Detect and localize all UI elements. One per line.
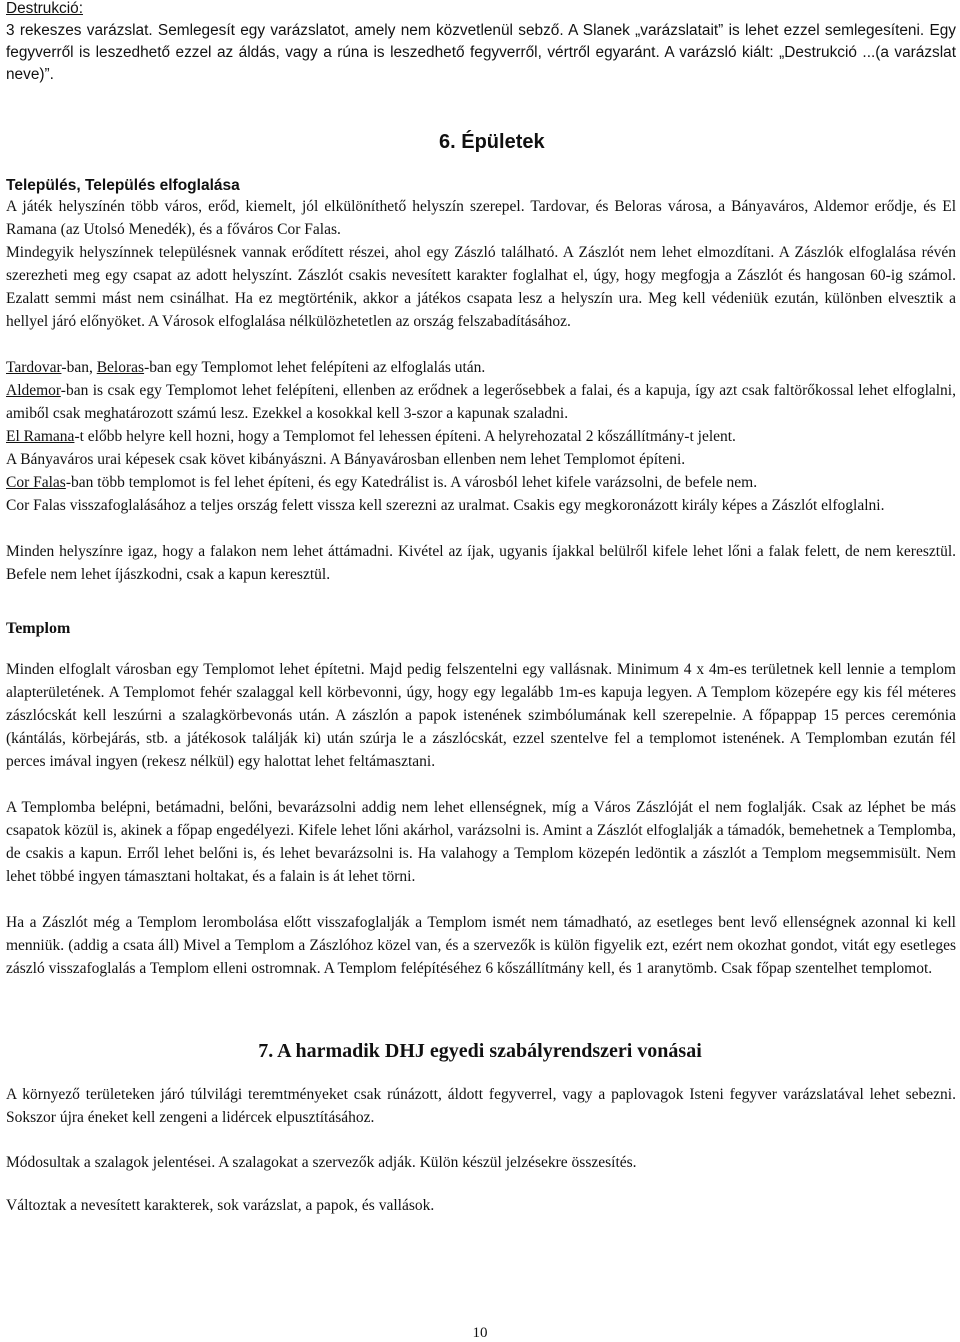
- aldemor-link[interactable]: Aldemor: [6, 382, 61, 399]
- destrukcio-title: Destrukció:: [6, 0, 83, 17]
- tardovar-text-1: -ban,: [61, 359, 97, 376]
- destrukcio-section: [6, 0, 956, 86]
- elramana-text: -t előbb helyre kell hozni, hogy a Templomot fel lehessen építeni. A helyrehozatal 2 kőszállítmány-t jelent.: [74, 428, 736, 445]
- corfalas-2-paragraph: Cor Falas visszafoglalásához a teljes ország felett vissza kell szerezni az uralmat. Csakis egy megkoronázott király képes a Zászlót elfoglalni.: [6, 497, 885, 514]
- section-6-heading: 6. Épületek: [439, 131, 545, 153]
- templom-title: Templom: [6, 620, 71, 637]
- templom-paragraph-3: Ha a Zászlót még a Templom lerombolása előtt visszafoglalják a Templom ismét nem támadható, az esetleges bent levő ellenségnek azonnal ki kell menniük. (addig a csata áll) Mivel a Templom a Zászlóhoz közel van, és a szervezők is külön figyelik ezt, ezért nem okozhat gondot, vitát egy esetleges zászló visszafoglalás a Templom elleni ostromnak. A Templom felépítéséhez 6 kőszállítmány kell, és 1 aranytömb. Csak főpap szentelhet templomot.: [6, 914, 956, 977]
- falak-paragraph: Minden helyszínre igaz, hogy a falakon nem lehet áttámadni. Kivétel az íjak, ugyanis íjakkal belülről kifele lehet lőni a falak felett, de nem keresztül. Befele nem lehet íjászkodni, csak a kapun keresztül.: [6, 543, 956, 583]
- beloras-link[interactable]: Beloras: [96, 359, 145, 376]
- section-7-heading: 7. A harmadik DHJ egyedi szabályrendszeri vonásai: [258, 1040, 702, 1062]
- section-7-paragraph-2: Módosultak a szalagok jelentései. A szalagokat a szervezők adják. Külön készül jelzésekre összesítés.: [6, 1154, 637, 1171]
- section-6-intro: A játék helyszínén több város, erőd, kiemelt, jól elkülöníthető helyszín szerepel. Tardovar, és Beloras városa, a Bányaváros, Aldemor erődje, és El Ramana (az Utolsó Menedék), és a főváros Cor Falas.: [6, 198, 956, 238]
- corfalas-link[interactable]: Cor Falas: [6, 474, 66, 491]
- tardovar-paragraph: [6, 356, 956, 379]
- section-7-paragraph-1: A környező területeken járó túlvilági teremtményeket csak rúnázott, áldott fegyverrel, vagy a paplovagok Isteni fegyver varázslatával lehet sebezni. Sokszor újra éneket kell zengeni a lidércek elpusztításához.: [6, 1086, 956, 1126]
- side-title: Település, Település elfoglalása: [6, 177, 240, 194]
- elramana-paragraph: [6, 425, 956, 448]
- destrukcio-text: 3 rekeszes varázslat. Semlegesít egy varázslatot, amely nem közvetlenül sebző. A Slanek „varázslatait” is lehet ezzel semlegesíteni. Egy fegyverről is leszedhető ezzel az áldás, vagy a rúna is leszedhető fegyverről, vértről egyaránt. A varázsló kiált: „Destrukció ...(a varázslat neve)”.: [6, 22, 956, 83]
- zaszlo-paragraph: Mindegyik helyszínnek településnek vannak erődített részei, ahol egy Zászló található. A Zászlót nem lehet elmozdítani. A Zászlók elfoglalása révén szerezheti meg egy csapat az adott helyszínt. Zászlót csakis nevesített karakter foglalhat el, úgy, hogy megfogja a Zászlót és hangosan 60-ig számol. Ezalatt semmi mást nem csinálhat. Ha ez megtörténik, akkor a játékos csapata lesz a helyszín ura. Meg kell védeniük ezután, különben elvesztik a hellyel járó előnyöket. A Városok elfoglalása nélkülözhetetlen az ország felszabadításához.: [6, 244, 956, 330]
- tardovar-link[interactable]: Tardovar: [6, 359, 62, 376]
- aldemor-paragraph: [6, 379, 956, 425]
- templom-paragraph-2: A Templomba belépni, betámadni, belőni, bevarázsolni addig nem lehet ellenségnek, míg a Város Zászlóját el nem foglalják. Csak az léphet be más csapatok közül is, akinek a főpap engedélyezi. Kifele lehet lőni akárhol, varázsolni is. Amint a Zászlót elfoglalják a támadók, bemehetnek a Templomba, de csakis a kapun. Erről lehet belőni is, és lehet bevarázsolni is. Ha valahogy a Templom közepén ledöntik a zászlót a Templom megsemmisült. Nem lehet többé ingyen támasztani holtakat, és a falain is át lehet törni.: [6, 799, 956, 885]
- templom-paragraph-1: Minden elfoglalt városban egy Templomot lehet építetni. Majd pedig felszentelni egy vallásnak. Minimum 4 x 4m-es területnek kell lennie a templom alapterületének. A Templomot fehér szalaggal kell körbevonni, úgy, hogy egy legalább 1m-es kapuja legyen. A Templom közepére egy kis fél méteres zászlócskát kell leszúrni a szalagkörbevonás után. A zászlón a papok istenének szimbólumának kell szerepelnie. A főpappap 15 perces ceremónia (kántálás, körbejárás, stb. a játékosok találják ki) után szúrja le a zászlócskát, ezzel szentelve fel a templomot istenének. A Templomban ezután fél perces imával ingyen (rekesz nélkül) egy halottat lehet feltámasztani.: [6, 661, 956, 770]
- banyavaros-paragraph: A Bányaváros urai képesek csak követ kibányászni. A Bányavárosban ellenben nem lehet Templomot építeni.: [6, 451, 686, 468]
- section-7-paragraph-3: Változtak a nevesített karakterek, sok varázslat, a papok, és vallások.: [6, 1197, 435, 1214]
- aldemor-text: -ban is csak egy Templomot lehet felépíteni, ellenben az erődnek a legerősebbek a falai, és a kapuja, így azt csak faltörőkossal lehet elfoglalni, amiből csak meghatározott számú lesz. Ezekkel a kosokkal kell 3-szor a kapunak szaladni.: [6, 382, 956, 422]
- corfalas-paragraph: [6, 471, 956, 494]
- elramana-link[interactable]: El Ramana: [6, 428, 75, 445]
- tardovar-text-2: -ban egy Templomot lehet felépíteni az elfoglalás után.: [144, 359, 486, 376]
- corfalas-text: -ban több templomot is fel lehet építeni, és egy Katedrálist is. A városból lehet kifele varázsolni, de befele nem.: [65, 474, 758, 491]
- page-number: 10: [472, 1325, 488, 1341]
